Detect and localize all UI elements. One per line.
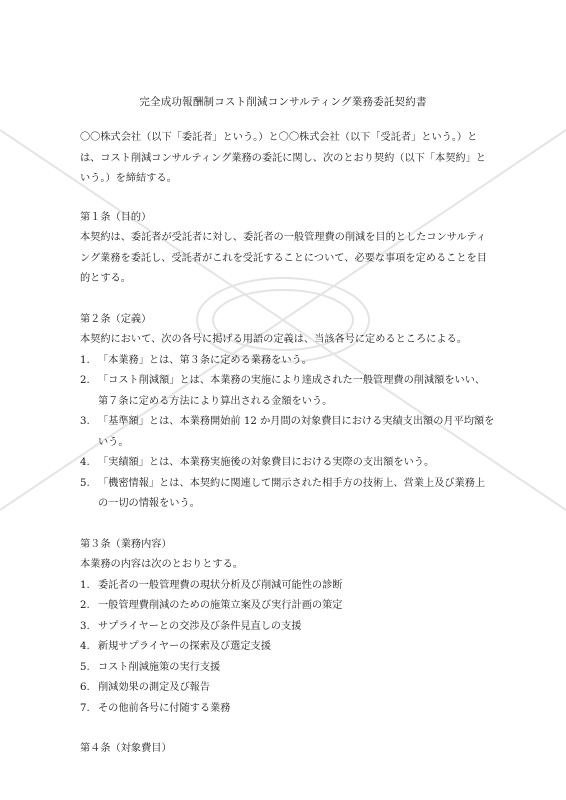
list-item: [80, 576, 495, 597]
list-item-number: 1.: [80, 354, 90, 366]
list-item-number: 2.: [80, 600, 90, 611]
list-item-text: サプライヤーとの交渉及び条件見直しの支援: [98, 620, 302, 632]
list-item-text: 一般管理費削減のための施策立案及び実行計画の策定: [98, 600, 343, 611]
list-item-number: 7.: [80, 702, 90, 714]
list-item-text: コスト削減施策の実行支援: [98, 661, 221, 673]
article-1-heading: 第１条（目的）: [80, 211, 152, 223]
list-item-number: 4.: [80, 457, 90, 468]
list-item: [80, 678, 495, 699]
list-item: [80, 453, 495, 474]
list-item-number: 5.: [80, 661, 90, 673]
list-item-number: 1.: [80, 579, 90, 591]
document-title: 完全成功報酬制コスト削減コンサルティング業務委託契約書: [139, 96, 427, 108]
list-item-text: 「本業務」とは、第３条に定める業務をいう。: [98, 354, 312, 366]
article-2-body: 本契約において、次の各号に掲げる用語の定義は、当該各号に定めるところによる。: [80, 334, 467, 345]
list-item-text: 委託者の一般管理費の現状分析及び削減可能性の診断: [98, 579, 343, 591]
list-item: [80, 637, 495, 658]
article-2-heading: 第２条（定義）: [80, 313, 152, 325]
list-item: [80, 412, 495, 453]
list-item: [80, 596, 495, 617]
list-item: [80, 699, 495, 720]
list-item-text: 「実績額」とは、本業務実施後の対象費目における実際の支出額をいう。: [98, 457, 435, 468]
list-item-text: 削減効果の測定及び報告: [98, 682, 211, 693]
list-item-text: 「機密情報」とは、本契約に関連して開示された相手方の技術上、営業上及び業務上の一切の情報をいう。: [98, 477, 486, 509]
list-item-number: 3.: [80, 620, 90, 632]
list-item: [80, 474, 495, 515]
list-item-text: 新規サプライヤーの探索及び選定支援: [98, 641, 271, 652]
intro-paragraph: 〇〇株式会社（以下「委託者」という。）と〇〇株式会社（以下「受託者」という。）とは、コスト削減コンサルティング業務の委託に関し、次のとおり契約（以下「本契約」という。）を締結する。: [80, 132, 486, 184]
article-2-definitions-list: [80, 351, 495, 515]
list-item-number: 2.: [80, 375, 90, 386]
list-item: [80, 617, 495, 638]
list-item: [80, 371, 495, 412]
list-item-number: 5.: [80, 477, 90, 489]
article-3-tasks-list: [80, 576, 495, 720]
article-3-body: 本業務の内容は次のとおりとする。: [80, 559, 243, 570]
list-item-text: 「基準額」とは、本業務開始前 12 か月間の対象費目における実績支出額の月平均額をいう。: [98, 416, 495, 448]
list-item-number: 3.: [80, 416, 90, 427]
list-item: [80, 658, 495, 679]
article-3-heading: 第３条（業務内容）: [80, 538, 172, 550]
list-item-text: 「コスト削減額」とは、本業務の実施により達成された一般管理費の削減額をいい、第７条に定める方法により算出される金額をいう。: [98, 375, 486, 407]
article-1-body: 本契約は、委託者が受託者に対し、委託者の一般管理費の削減を目的としたコンサルティング業務を委託し、受託者がこれを受託することについて、必要な事項を定めることを目的とする。: [80, 232, 487, 284]
list-item-number: 4.: [80, 641, 90, 652]
list-item: [80, 351, 495, 372]
list-item-number: 6.: [80, 682, 90, 693]
list-item-text: その他前各号に付随する業務: [98, 702, 231, 714]
article-4-heading: 第４条（対象費目）: [80, 743, 172, 754]
document-body: [80, 128, 495, 760]
